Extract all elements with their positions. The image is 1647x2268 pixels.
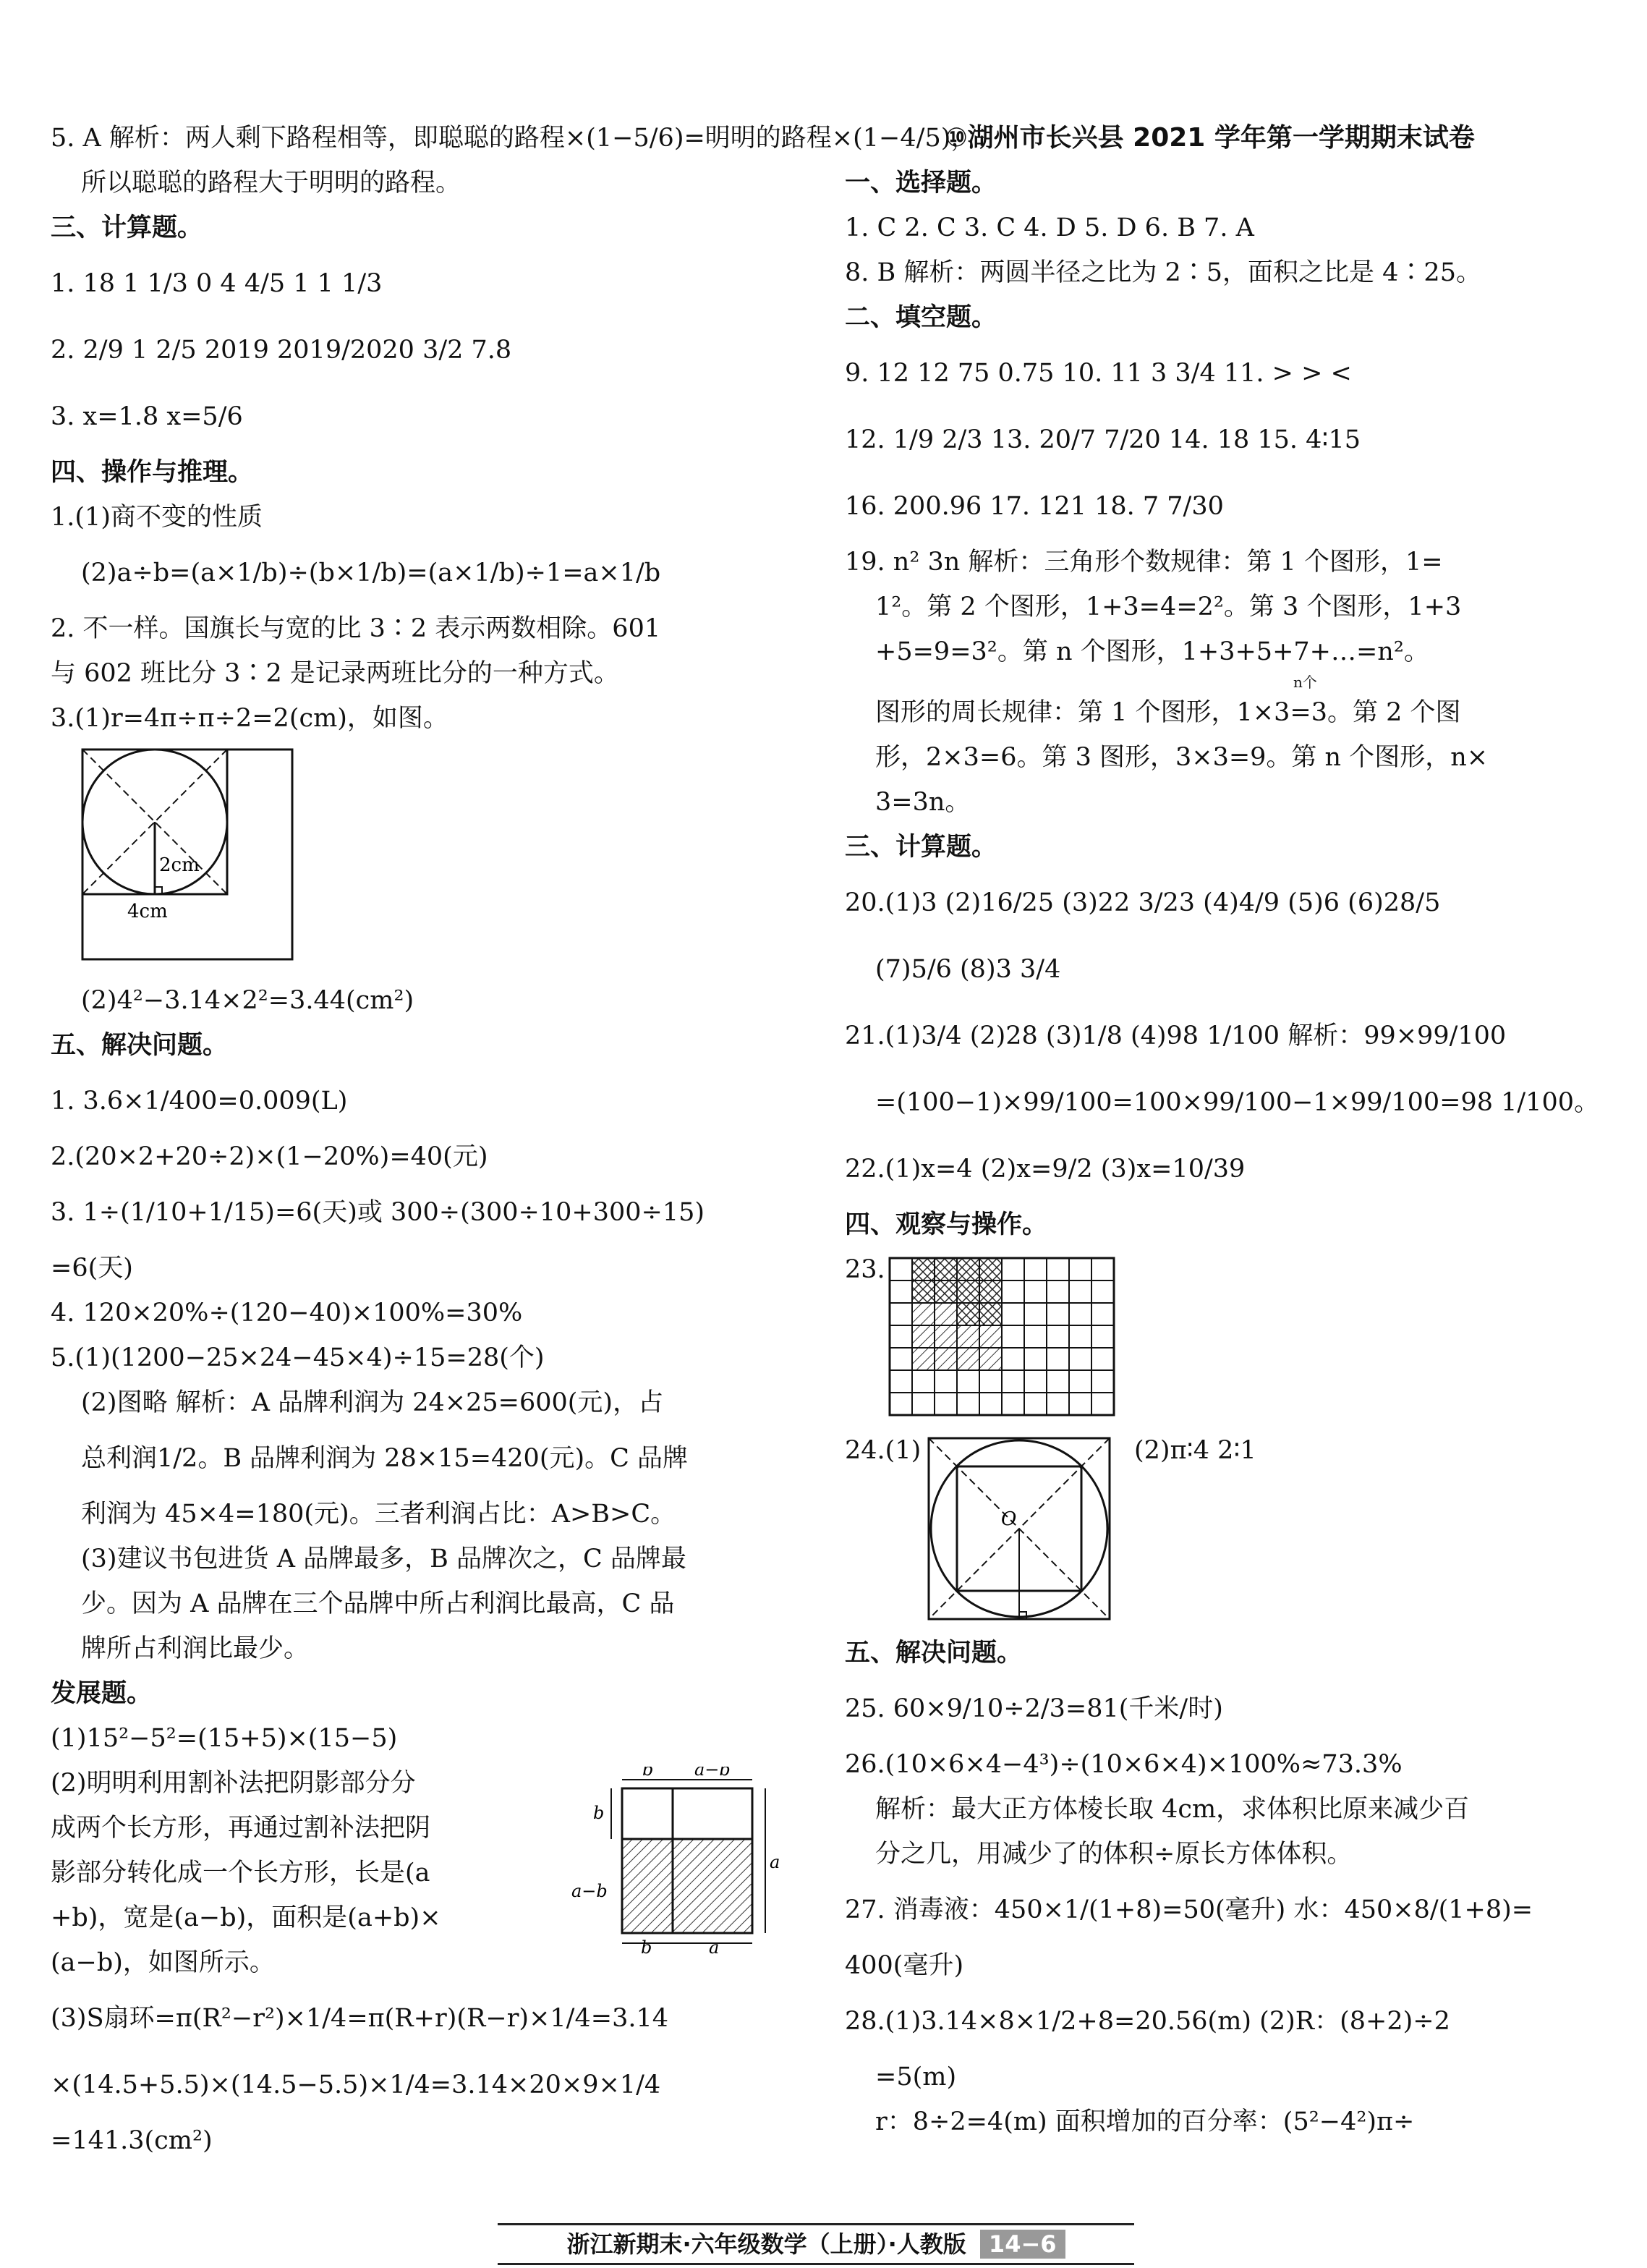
answer-line: 解析：最大正方体棱长取 4cm，求体积比原来减少百 bbox=[875, 1795, 1470, 1824]
answer-line: 5. A 解析：两人剩下路程相等，即聪聪的路程×(1−5/6)=明明的路程×(1−4/5)， bbox=[51, 124, 976, 153]
answer-line: 3=3n。 bbox=[875, 788, 971, 817]
answer-line: n个 bbox=[1293, 674, 1317, 691]
answer-line: 1. C 2. C 3. C 4. D 5. D 6. B 7. A bbox=[845, 213, 1254, 242]
answer-line: =6(天) bbox=[51, 1254, 133, 1283]
answer-line: 26.(10×6×4−4³)÷(10×6×4)×100%≈73.3% bbox=[845, 1750, 1403, 1779]
side-label: 4cm bbox=[127, 901, 168, 922]
q24-figure bbox=[926, 1435, 1114, 1623]
answer-line: 图形的周长规律：第 1 个图形，1×3=3。第 2 个图 bbox=[875, 698, 1461, 727]
answer-line: 所以聪聪的路程大于明明的路程。 bbox=[81, 169, 461, 198]
page-number: 14−6 bbox=[980, 2230, 1065, 2259]
answer-line: 25. 60×9/10÷2/3=81(千米/时) bbox=[845, 1694, 1223, 1723]
answer-line: 3. x=1.8 x=5/6 bbox=[51, 402, 243, 431]
answer-line: 20.(1)3 (2)16/25 (3)22 3/23 (4)4/9 (5)6 (6)28/5 bbox=[845, 888, 1441, 917]
right-lines bbox=[845, 161, 1599, 1292]
answer-line: 总利润1/2。B 品牌利润为 28×15=420(元)。C 品牌 bbox=[81, 1444, 689, 1473]
label-b-top: b bbox=[642, 1767, 654, 1780]
answer-line: (2)4²−3.14×2²=3.44(cm²) bbox=[81, 986, 414, 1015]
answer-line: 成两个长方形，再通过割补法把阴 bbox=[51, 1814, 431, 1843]
answer-line: =5(m) bbox=[875, 2063, 957, 2091]
answer-line: (2)图略 解析：A 品牌利润为 24×25=600(元)，占 bbox=[81, 1388, 664, 1417]
answer-line: 12. 1/9 2/3 13. 20/7 7/20 14. 18 15. 4∶15 bbox=[845, 425, 1361, 454]
answer-line: =141.3(cm²) bbox=[51, 2126, 213, 2155]
grid-svg bbox=[888, 1254, 1120, 1421]
answer-line: (2)明明利用割补法把阴影部分分 bbox=[51, 1769, 416, 1798]
answer-line: 3.(1)r=4π÷π÷2=2(cm)，如图。 bbox=[51, 704, 448, 733]
footer-text: 浙江新期末·六年级数学（上册）·人教版 bbox=[566, 2230, 966, 2258]
answer-line: 与 602 班比分 3∶2 是记录两班比分的一种方式。 bbox=[51, 659, 619, 688]
radius-label: 2cm bbox=[159, 854, 200, 876]
grid-figure bbox=[888, 1254, 1120, 1421]
answer-line: 1. 18 1 1/3 0 4 4/5 1 1 1/3 bbox=[51, 269, 383, 298]
answer-line: 1.(1)商不变的性质 bbox=[51, 503, 263, 532]
answer-line: 2. 2/9 1 2/5 2019 2019/2020 3/2 7.8 bbox=[51, 336, 512, 365]
circle-square-svg bbox=[80, 747, 304, 971]
answer-line: 19. n² 3n 解析：三角形个数规律：第 1 个图形，1= bbox=[845, 548, 1443, 577]
section-heading: 发展题。 bbox=[51, 1679, 153, 1708]
answer-line: (2)a÷b=(a×1/b)÷(b×1/b)=(a×1/b)÷1=a×1/b bbox=[81, 558, 661, 587]
paper-title: ⑩湖州市长兴县 2021 学年第一学期期末试卷 bbox=[945, 123, 1475, 153]
answer-line: 16. 200.96 17. 121 18. 7 7/30 bbox=[845, 492, 1224, 521]
answer-line: 22.(1)x=4 (2)x=9/2 (3)x=10/39 bbox=[845, 1155, 1246, 1184]
section-heading: 四、操作与推理。 bbox=[51, 458, 254, 487]
section-heading: 一、选择题。 bbox=[845, 169, 997, 198]
label-b-left: b bbox=[593, 1803, 605, 1823]
answer-line: 1²。第 2 个图形，1+3=4=2²。第 3 个图形，1+3 bbox=[875, 593, 1462, 621]
right-column bbox=[845, 116, 1599, 2144]
q24-prefix: 24.(1) bbox=[845, 1436, 922, 1465]
label-amb-left: a−b bbox=[571, 1881, 608, 1901]
answer-line: 9. 12 12 75 0.75 10. 11 3 3/4 11. > > < bbox=[845, 359, 1352, 388]
left-lines-2 bbox=[51, 978, 781, 2163]
answer-line: +b)，宽是(a−b)，面积是(a+b)× bbox=[51, 1903, 441, 1932]
answer-line: 分之几，用减少了的体积÷原长方体体积。 bbox=[875, 1840, 1353, 1869]
q24-answer: (2)π∶4 2∶1 bbox=[1134, 1436, 1256, 1465]
answer-line: 牌所占利润比最少。 bbox=[81, 1634, 310, 1663]
right-lines-2 bbox=[845, 1631, 1575, 2144]
section-heading: 五、解决问题。 bbox=[845, 1639, 1023, 1668]
answer-line: 5.(1)(1200−25×24−45×4)÷15=28(个) bbox=[51, 1343, 545, 1372]
answer-line: =(100−1)×99/100=100×99/100−1×99/100=98 1/100。 bbox=[875, 1088, 1599, 1117]
answer-line: 27. 消毒液：450×1/(1+8)=50(毫升) 水：450×8/(1+8)= bbox=[845, 1895, 1533, 1924]
label-amb-top: a−b bbox=[694, 1767, 731, 1780]
circle-in-square-figure bbox=[80, 747, 304, 971]
answer-line: (7)5/6 (8)3 3/4 bbox=[875, 955, 1061, 984]
answer-line: 影部分转化成一个长方形，长是(a bbox=[51, 1859, 430, 1887]
answer-line: 21.(1)3/4 (2)28 (3)1/8 (4)98 1/100 解析：99×99/100 bbox=[845, 1022, 1507, 1050]
answer-line: (1)15²−5²=(15+5)×(15−5) bbox=[51, 1724, 398, 1753]
label-a-bottom: a bbox=[709, 1937, 720, 1955]
answer-line: ×(14.5+5.5)×(14.5−5.5)×1/4=3.14×20×9×1/4 bbox=[51, 2070, 661, 2099]
section-heading: 四、观察与操作。 bbox=[845, 1210, 1048, 1239]
answer-line: (3)S扇环=π(R²−r²)×1/4=π(R+r)(R−r)×1/4=3.14 bbox=[51, 2004, 668, 2033]
label-a-right: a bbox=[770, 1852, 780, 1872]
answer-line: 3. 1÷(1/10+1/15)=6(天)或 300÷(300÷10+300÷15) bbox=[51, 1198, 705, 1227]
page-footer bbox=[498, 2223, 1134, 2265]
answer-line: 4. 120×20%÷(120−40)×100%=30% bbox=[51, 1299, 523, 1328]
answer-line: 2. 不一样。国旗长与宽的比 3∶2 表示两数相除。601 bbox=[51, 614, 661, 643]
label-b-bottom: b bbox=[641, 1937, 652, 1955]
section-heading: 二、填空题。 bbox=[845, 303, 997, 332]
answer-line: 1. 3.6×1/400=0.009(L) bbox=[51, 1087, 348, 1116]
answer-line: +5=9=3²。第 n 个图形，1+3+5+7+…=n²。 bbox=[875, 637, 1429, 666]
answer-line: 23. bbox=[845, 1255, 885, 1284]
answer-line: 28.(1)3.14×8×1/2+8=20.56(m) (2)R：(8+2)÷2 bbox=[845, 2007, 1450, 2036]
answer-line: 利润为 45×4=180(元)。三者利润占比：A>B>C。 bbox=[81, 1500, 676, 1529]
section-heading: 三、计算题。 bbox=[51, 213, 203, 242]
answer-line: (a−b)，如图所示。 bbox=[51, 1948, 275, 1977]
answer-line: 少。因为 A 品牌在三个品牌中所占利润比最高，C 品 bbox=[81, 1589, 675, 1618]
cut-patch-svg bbox=[571, 1767, 781, 1955]
center-o-label: O bbox=[1001, 1508, 1017, 1530]
cut-patch-figure bbox=[571, 1767, 781, 1969]
answer-line: 2.(20×2+20÷2)×(1−20%)=40(元) bbox=[51, 1142, 488, 1171]
answer-line: r：8÷2=4(m) 面积增加的百分率：(5²−4²)π÷ bbox=[875, 2107, 1415, 2136]
q24-row bbox=[845, 1428, 1575, 1631]
answer-line: (3)建议书包进货 A 品牌最多，B 品牌次之，C 品牌最 bbox=[81, 1545, 686, 1573]
section-heading: 五、解决问题。 bbox=[51, 1031, 229, 1060]
answer-line: 形，2×3=6。第 3 图形，3×3=9。第 n 个图形，n× bbox=[875, 743, 1489, 772]
section-heading: 三、计算题。 bbox=[845, 833, 997, 862]
answer-line: 400(毫升) bbox=[845, 1951, 964, 1980]
answer-line: 8. B 解析：两圆半径之比为 2∶5，面积之比是 4∶25。 bbox=[845, 258, 1481, 287]
